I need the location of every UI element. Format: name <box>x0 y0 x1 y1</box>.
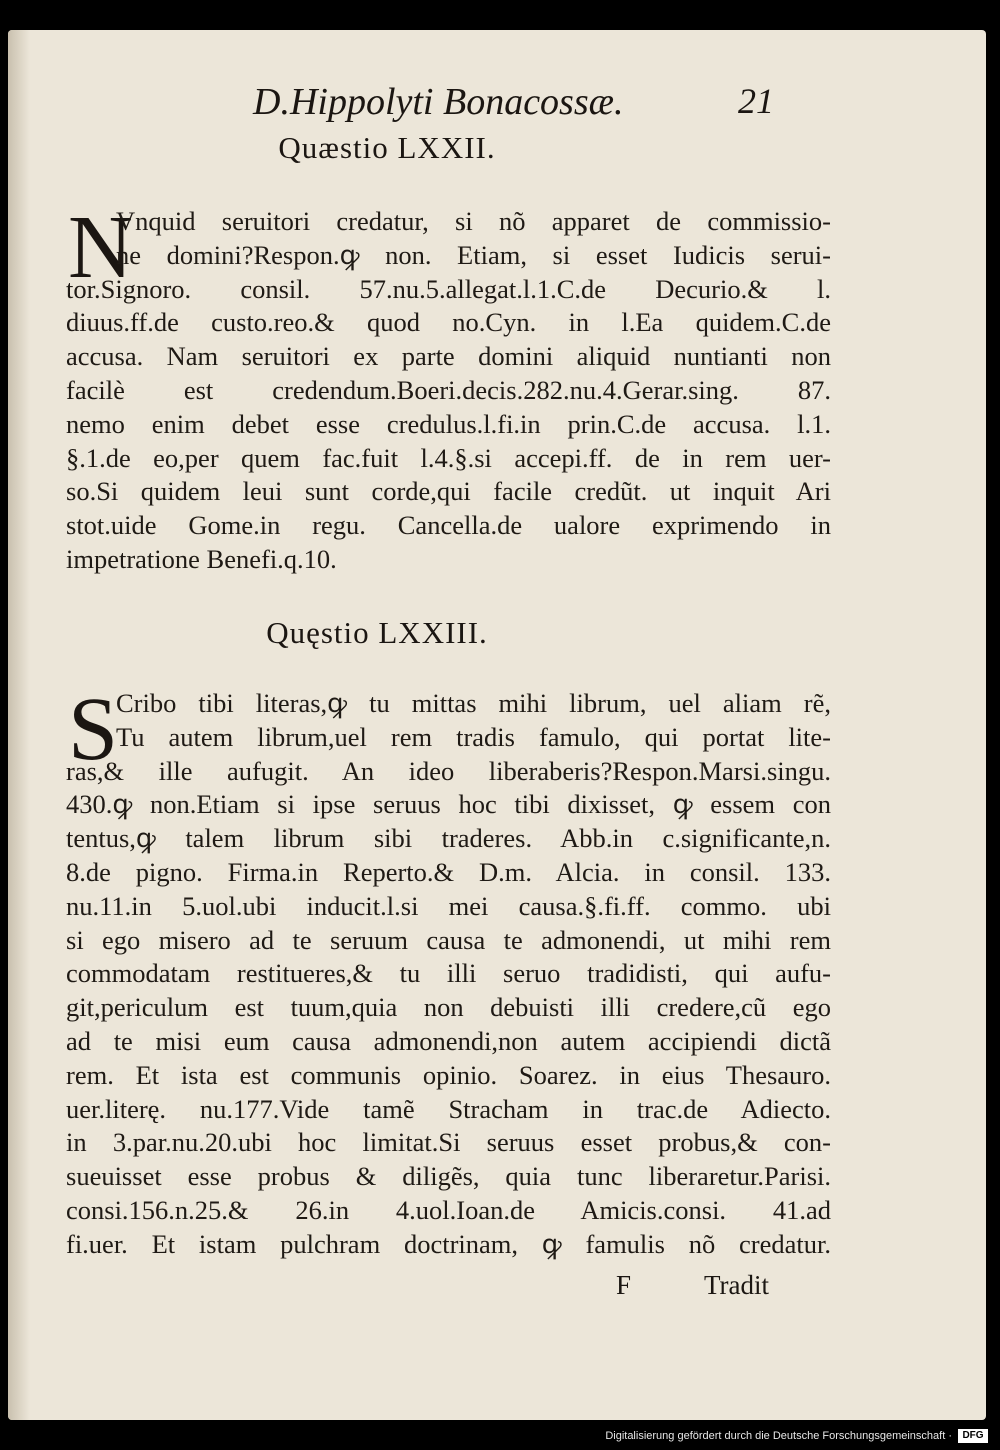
question-73-body <box>66 680 831 1262</box>
question-72-title: Quæstio LXXII. <box>278 130 496 165</box>
text-line: tentus,ꝙ talem librum sibi traderes. Abb.in c.significante,n. <box>66 823 831 854</box>
text-line: in 3.par.nu.20.ubi hoc limitat.Si seruus esset probus,& con- <box>66 1127 831 1158</box>
text-line: Tu autem librum,uel rem tradis famulo, qui portat lite- <box>116 721 831 752</box>
text-line: facilè est credendum.Boeri.decis.282.nu.4.Gerar.sing. 87. <box>66 374 831 405</box>
digitization-credit: Digitalisierung gefördert durch die Deutsche Forschungsgemeinschaft · <box>605 1430 952 1442</box>
text-line: Vnquid seruitori credatur, si nõ apparet de commissio- <box>116 206 831 236</box>
text-line: si ego misero ad te seruum causa te admonendi, ut mihi rem <box>66 924 831 955</box>
text-line: tor.Signoro. consil. 57.nu.5.allegat.l.1.C.de Decurio.& l. <box>66 273 831 304</box>
text-line: stot.uide Gome.in regu. Cancella.de ualore exprimendo in <box>66 510 831 541</box>
book-page <box>8 30 986 1420</box>
dropcap-s: S <box>68 680 119 779</box>
question-73-title: Quęstio LXXIII. <box>266 615 488 650</box>
text-line: uer.literę. nu.177.Vide tamẽ Stracham in trac.de Adiecto. <box>66 1093 831 1124</box>
text-line: ad te misi eum causa admonendi,non autem accipiendi dictã <box>66 1025 831 1056</box>
text-line: ras,& ille aufugit. An ideo liberaberis?Respon.Marsi.singu. <box>66 755 831 786</box>
text-line: git,periculum est tuum,quia non debuisti illi credere,cũ ego <box>66 992 831 1023</box>
page-number: 21 <box>738 81 774 121</box>
text-line: nu.11.in 5.uol.ubi inducit.l.si mei causa.§.fi.ff. commo. ubi <box>66 890 831 921</box>
text-line: consi.156.n.25.& 26.in 4.uol.Ioan.de Amicis.consi. 41.ad <box>66 1194 831 1225</box>
text-line: nemo enim debet esse credulus.l.fi.in prin.C.de accusa. l.1. <box>66 408 831 439</box>
text-line: §.1.de eo,per quem fac.fuit l.4.§.si accepi.ff. de in rem uer- <box>66 442 831 473</box>
text-line: diuus.ff.de custo.reo.& quod no.Cyn. in l.Ea quidem.C.de <box>66 307 831 338</box>
text-line: ne domini?Respon.ꝙ non. Etiam, si esset Iudicis serui- <box>116 239 831 270</box>
text-line: fi.uer. Et istam pulchram doctrinam, ꝙ famulis nõ credatur. <box>66 1228 831 1259</box>
text-line: impetratione Benefi.q.10. <box>66 543 337 574</box>
question-72-body <box>66 198 831 577</box>
text-line: accusa. Nam seruitori ex parte domini aliquid nuntianti non <box>66 341 831 372</box>
text-line: rem. Et ista est communis opinio. Soarez. in eius Thesauro. <box>66 1059 831 1090</box>
running-head: D.Hippolyti Bonacossæ. <box>253 81 624 123</box>
text-line: sueuisset esse probus & diligẽs, quia tunc liberaretur.Parisi. <box>66 1161 831 1192</box>
signature-mark: F <box>616 1270 632 1300</box>
dfg-logo: DFG <box>958 1429 988 1443</box>
text-line: Cribo tibi literas,ꝙ tu mittas mihi librum, uel aliam rẽ, <box>116 688 831 718</box>
catchword: Tradit <box>704 1270 770 1300</box>
dropcap-n: N <box>68 198 133 297</box>
text-line: 430.ꝙ non.Etiam si ipse seruus hoc tibi dixisset, ꝙ essem con <box>66 789 831 820</box>
text-line: commodatam restitueres,& tu illi seruo tradidisti, qui aufu- <box>66 958 831 989</box>
text-line: so.Si quidem leui sunt corde,qui facile credũt. ut inquit Ari <box>66 476 831 507</box>
text-line: 8.de pigno. Firma.in Reperto.& D.m. Alcia. in consil. 133. <box>66 856 831 887</box>
